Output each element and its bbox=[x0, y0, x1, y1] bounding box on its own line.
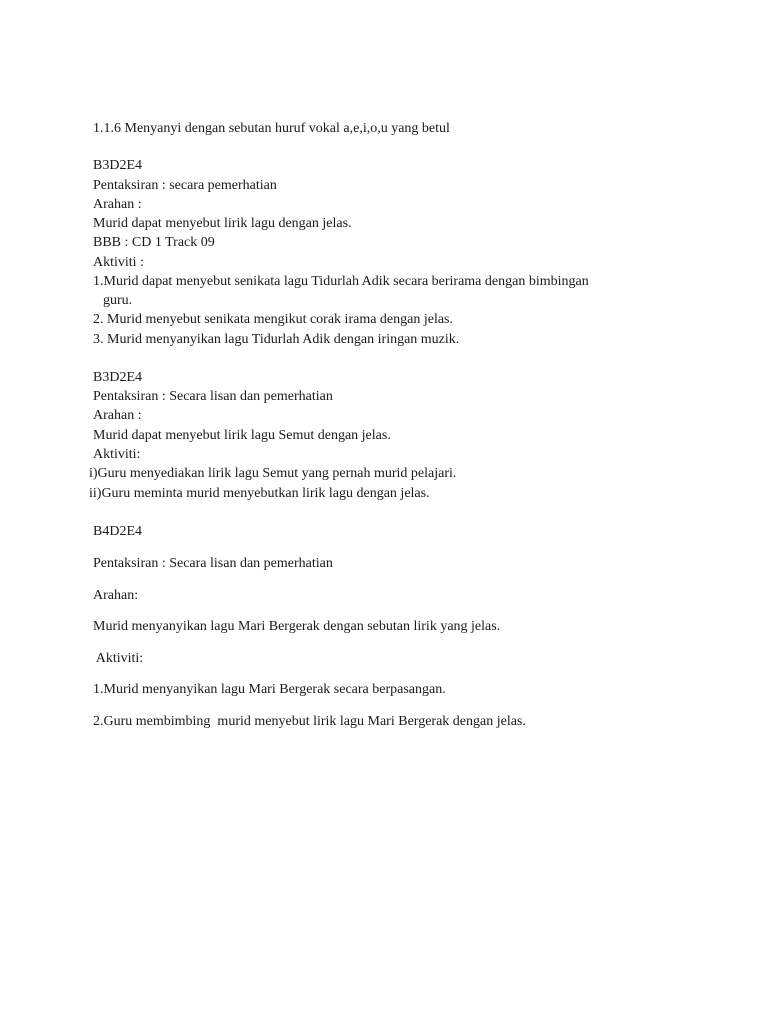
section1-pentaksiran: Pentaksiran : secara pemerhatian bbox=[93, 178, 277, 193]
section1-item1: 1.Murid dapat menyebut senikata lagu Tidurlah Adik secara berirama dengan bimbingan bbox=[93, 274, 589, 289]
section2-pentaksiran: Pentaksiran : Secara lisan dan pemerhatian bbox=[93, 389, 333, 404]
section3-code: B4D2E4 bbox=[93, 524, 142, 539]
section1-bbb: BBB : CD 1 Track 09 bbox=[93, 235, 215, 250]
section3-arahan-label: Arahan: bbox=[93, 588, 139, 603]
section2-arahan-text: Murid dapat menyebut lirik lagu Semut dengan jelas. bbox=[93, 428, 391, 443]
section1-item3: 3. Murid menyanyikan lagu Tidurlah Adik dengan iringan muzik. bbox=[93, 332, 460, 347]
section1-item2: 2. Murid menyebut senikata mengikut corak irama dengan jelas. bbox=[93, 312, 454, 327]
section3-item1: 1.Murid menyanyikan lagu Mari Bergerak secara berpasangan. bbox=[93, 682, 446, 697]
section2-arahan-label: Arahan : bbox=[93, 408, 142, 423]
section1-arahan-text: Murid dapat menyebut lirik lagu dengan jelas. bbox=[93, 216, 352, 231]
section3-aktiviti-label: Aktiviti: bbox=[93, 651, 144, 666]
section3-pentaksiran: Pentaksiran : Secara lisan dan pemerhatian bbox=[93, 556, 333, 571]
objective-heading: 1.1.6 Menyanyi dengan sebutan huruf vokal a,e,i,o,u yang betul bbox=[93, 121, 450, 136]
section2-code: B3D2E4 bbox=[93, 370, 142, 385]
section1-item1-continuation: guru. bbox=[103, 293, 133, 308]
section3-arahan-text: Murid menyanyikan lagu Mari Bergerak dengan sebutan lirik yang jelas. bbox=[93, 619, 501, 634]
section2-aktiviti-label: Aktiviti: bbox=[93, 447, 141, 462]
section2-item2: ii)Guru meminta murid menyebutkan lirik lagu dengan jelas. bbox=[89, 486, 430, 501]
section3-item2: 2.Guru membimbing murid menyebut lirik lagu Mari Bergerak dengan jelas. bbox=[93, 714, 526, 729]
section1-arahan-label: Arahan : bbox=[93, 197, 142, 212]
section2-item1: i)Guru menyediakan lirik lagu Semut yang pernah murid pelajari. bbox=[89, 466, 457, 481]
section1-aktiviti-label: Aktiviti : bbox=[93, 255, 144, 270]
section1-code: B3D2E4 bbox=[93, 158, 142, 173]
